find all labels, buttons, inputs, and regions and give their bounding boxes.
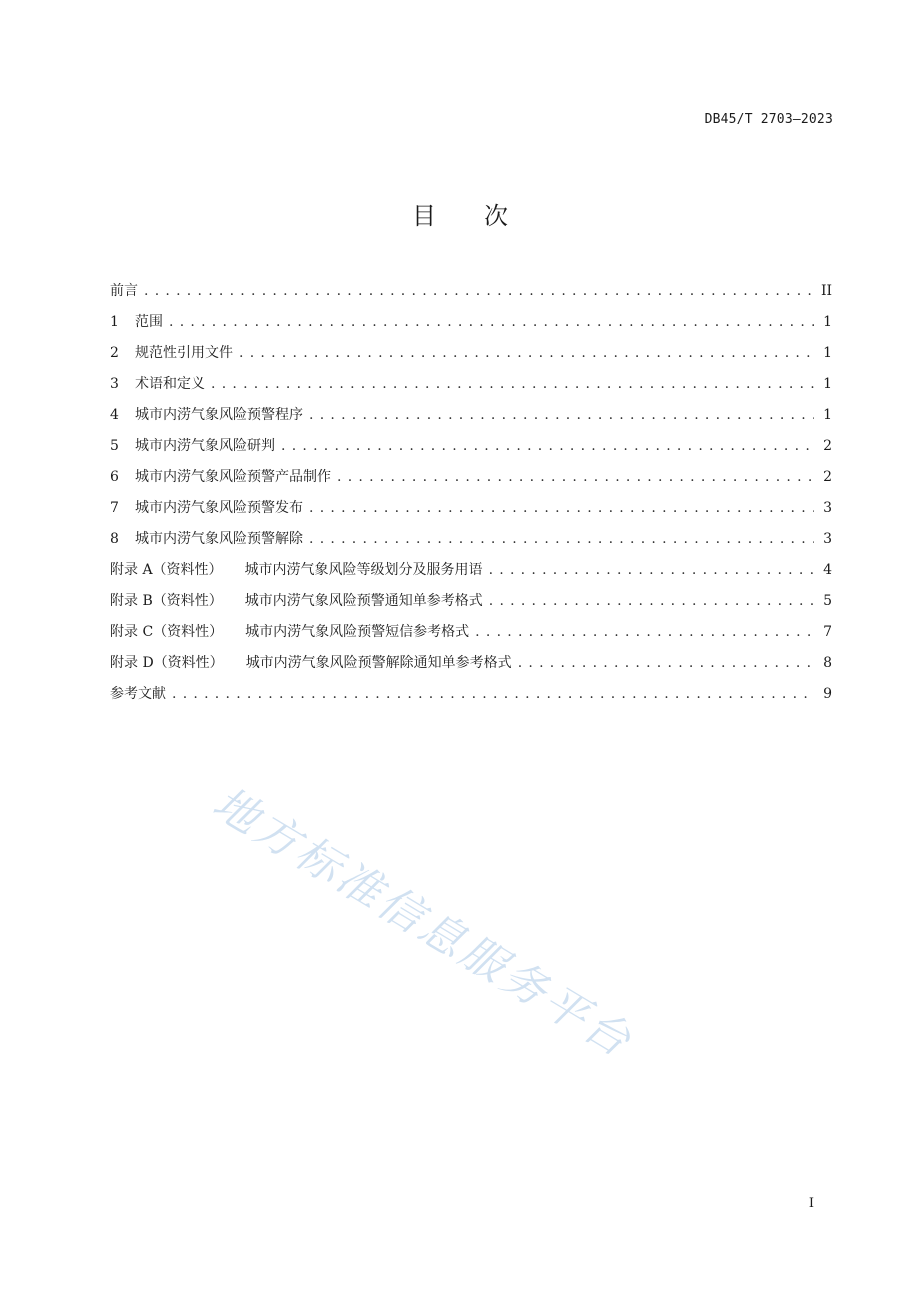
toc-entry-5[interactable]	[110, 435, 832, 466]
toc-entry-annex-c[interactable]	[110, 621, 832, 652]
toc-entry-page: 9	[823, 686, 832, 702]
document-code: DB45/T 2703—2023	[704, 112, 833, 127]
toc-entry-annex-a[interactable]	[110, 559, 832, 590]
watermark: 地方标准信息服务平台	[204, 777, 642, 1069]
toc-leader-dots	[309, 531, 814, 547]
toc-entry-label: 参考文献	[110, 686, 166, 702]
table-of-contents	[110, 280, 832, 714]
toc-entry-page: 8	[823, 655, 832, 671]
toc-entry-page: 1	[823, 407, 832, 423]
page-title-char: 次	[484, 202, 508, 230]
page-title	[0, 196, 920, 231]
toc-entry-label: 城市内涝气象风险预警通知单参考格式	[244, 593, 483, 609]
toc-entry-page: 3	[823, 500, 832, 516]
toc-entry-page: 1	[823, 345, 832, 361]
toc-entry-label: 范围	[135, 314, 163, 330]
toc-entry-bibliography[interactable]	[110, 683, 832, 714]
toc-entry-label: 前言	[110, 283, 138, 299]
toc-entry-number: 2	[110, 345, 119, 361]
toc-entry-annex-prefix: 附录 A（资料性）	[110, 562, 223, 578]
toc-entry-label: 城市内涝气象风险预警产品制作	[135, 469, 331, 485]
toc-entry-label: 城市内涝气象风险预警发布	[135, 500, 303, 516]
toc-entry-number: 6	[110, 469, 119, 485]
toc-entry-label: 城市内涝气象风险研判	[135, 438, 275, 454]
toc-leader-dots	[309, 500, 814, 516]
toc-entry-label: 城市内涝气象风险预警解除	[135, 531, 303, 547]
toc-entry-page: 2	[823, 438, 832, 454]
toc-entry-annex-d[interactable]	[110, 652, 832, 683]
toc-leader-dots	[211, 376, 814, 392]
toc-entry-label: 城市内涝气象风险等级划分及服务用语	[244, 562, 483, 578]
toc-entry-annex-b[interactable]	[110, 590, 832, 621]
toc-leader-dots	[337, 469, 814, 485]
toc-leader-dots	[144, 283, 814, 299]
page-number: I	[808, 1196, 814, 1211]
toc-entry-page: 7	[823, 624, 832, 640]
toc-entry-page: 2	[823, 469, 832, 485]
toc-entry-page: 5	[823, 593, 832, 609]
toc-entry-label: 城市内涝气象风险预警解除通知单参考格式	[245, 655, 512, 671]
toc-entry-page: 3	[823, 531, 832, 547]
toc-entry-foreword[interactable]	[110, 280, 832, 311]
toc-leader-dots	[239, 345, 814, 361]
toc-entry-7[interactable]	[110, 497, 832, 528]
toc-entry-number: 4	[110, 407, 119, 423]
toc-entry-label: 城市内涝气象风险预警程序	[135, 407, 303, 423]
toc-entry-label: 规范性引用文件	[135, 345, 233, 361]
toc-entry-number: 3	[110, 376, 119, 392]
toc-leader-dots	[518, 655, 814, 671]
toc-leader-dots	[309, 407, 814, 423]
toc-entry-number: 1	[110, 314, 119, 330]
toc-entry-2[interactable]	[110, 342, 832, 373]
toc-entry-4[interactable]	[110, 404, 832, 435]
toc-entry-number: 5	[110, 438, 119, 454]
toc-leader-dots	[489, 562, 814, 578]
toc-leader-dots	[172, 686, 814, 702]
toc-entry-label: 术语和定义	[135, 376, 205, 392]
toc-entry-8[interactable]	[110, 528, 832, 559]
toc-entry-6[interactable]	[110, 466, 832, 497]
toc-leader-dots	[169, 314, 814, 330]
toc-entry-number: 8	[110, 531, 119, 547]
toc-entry-page: 1	[823, 376, 832, 392]
toc-leader-dots	[489, 593, 814, 609]
toc-entry-3[interactable]	[110, 373, 832, 404]
toc-entry-page: 1	[823, 314, 832, 330]
toc-entry-annex-prefix: 附录 D（资料性）	[110, 655, 224, 671]
toc-leader-dots	[475, 624, 814, 640]
toc-leader-dots	[281, 438, 814, 454]
toc-entry-annex-prefix: 附录 B（资料性）	[110, 593, 223, 609]
toc-entry-page: II	[820, 283, 832, 299]
page-title-char: 目	[412, 202, 436, 230]
toc-entry-annex-prefix: 附录 C（资料性）	[110, 624, 224, 640]
toc-entry-number: 7	[110, 500, 119, 516]
toc-entry-1[interactable]	[110, 311, 832, 342]
toc-entry-label: 城市内涝气象风险预警短信参考格式	[245, 624, 470, 640]
toc-entry-page: 4	[823, 562, 832, 578]
